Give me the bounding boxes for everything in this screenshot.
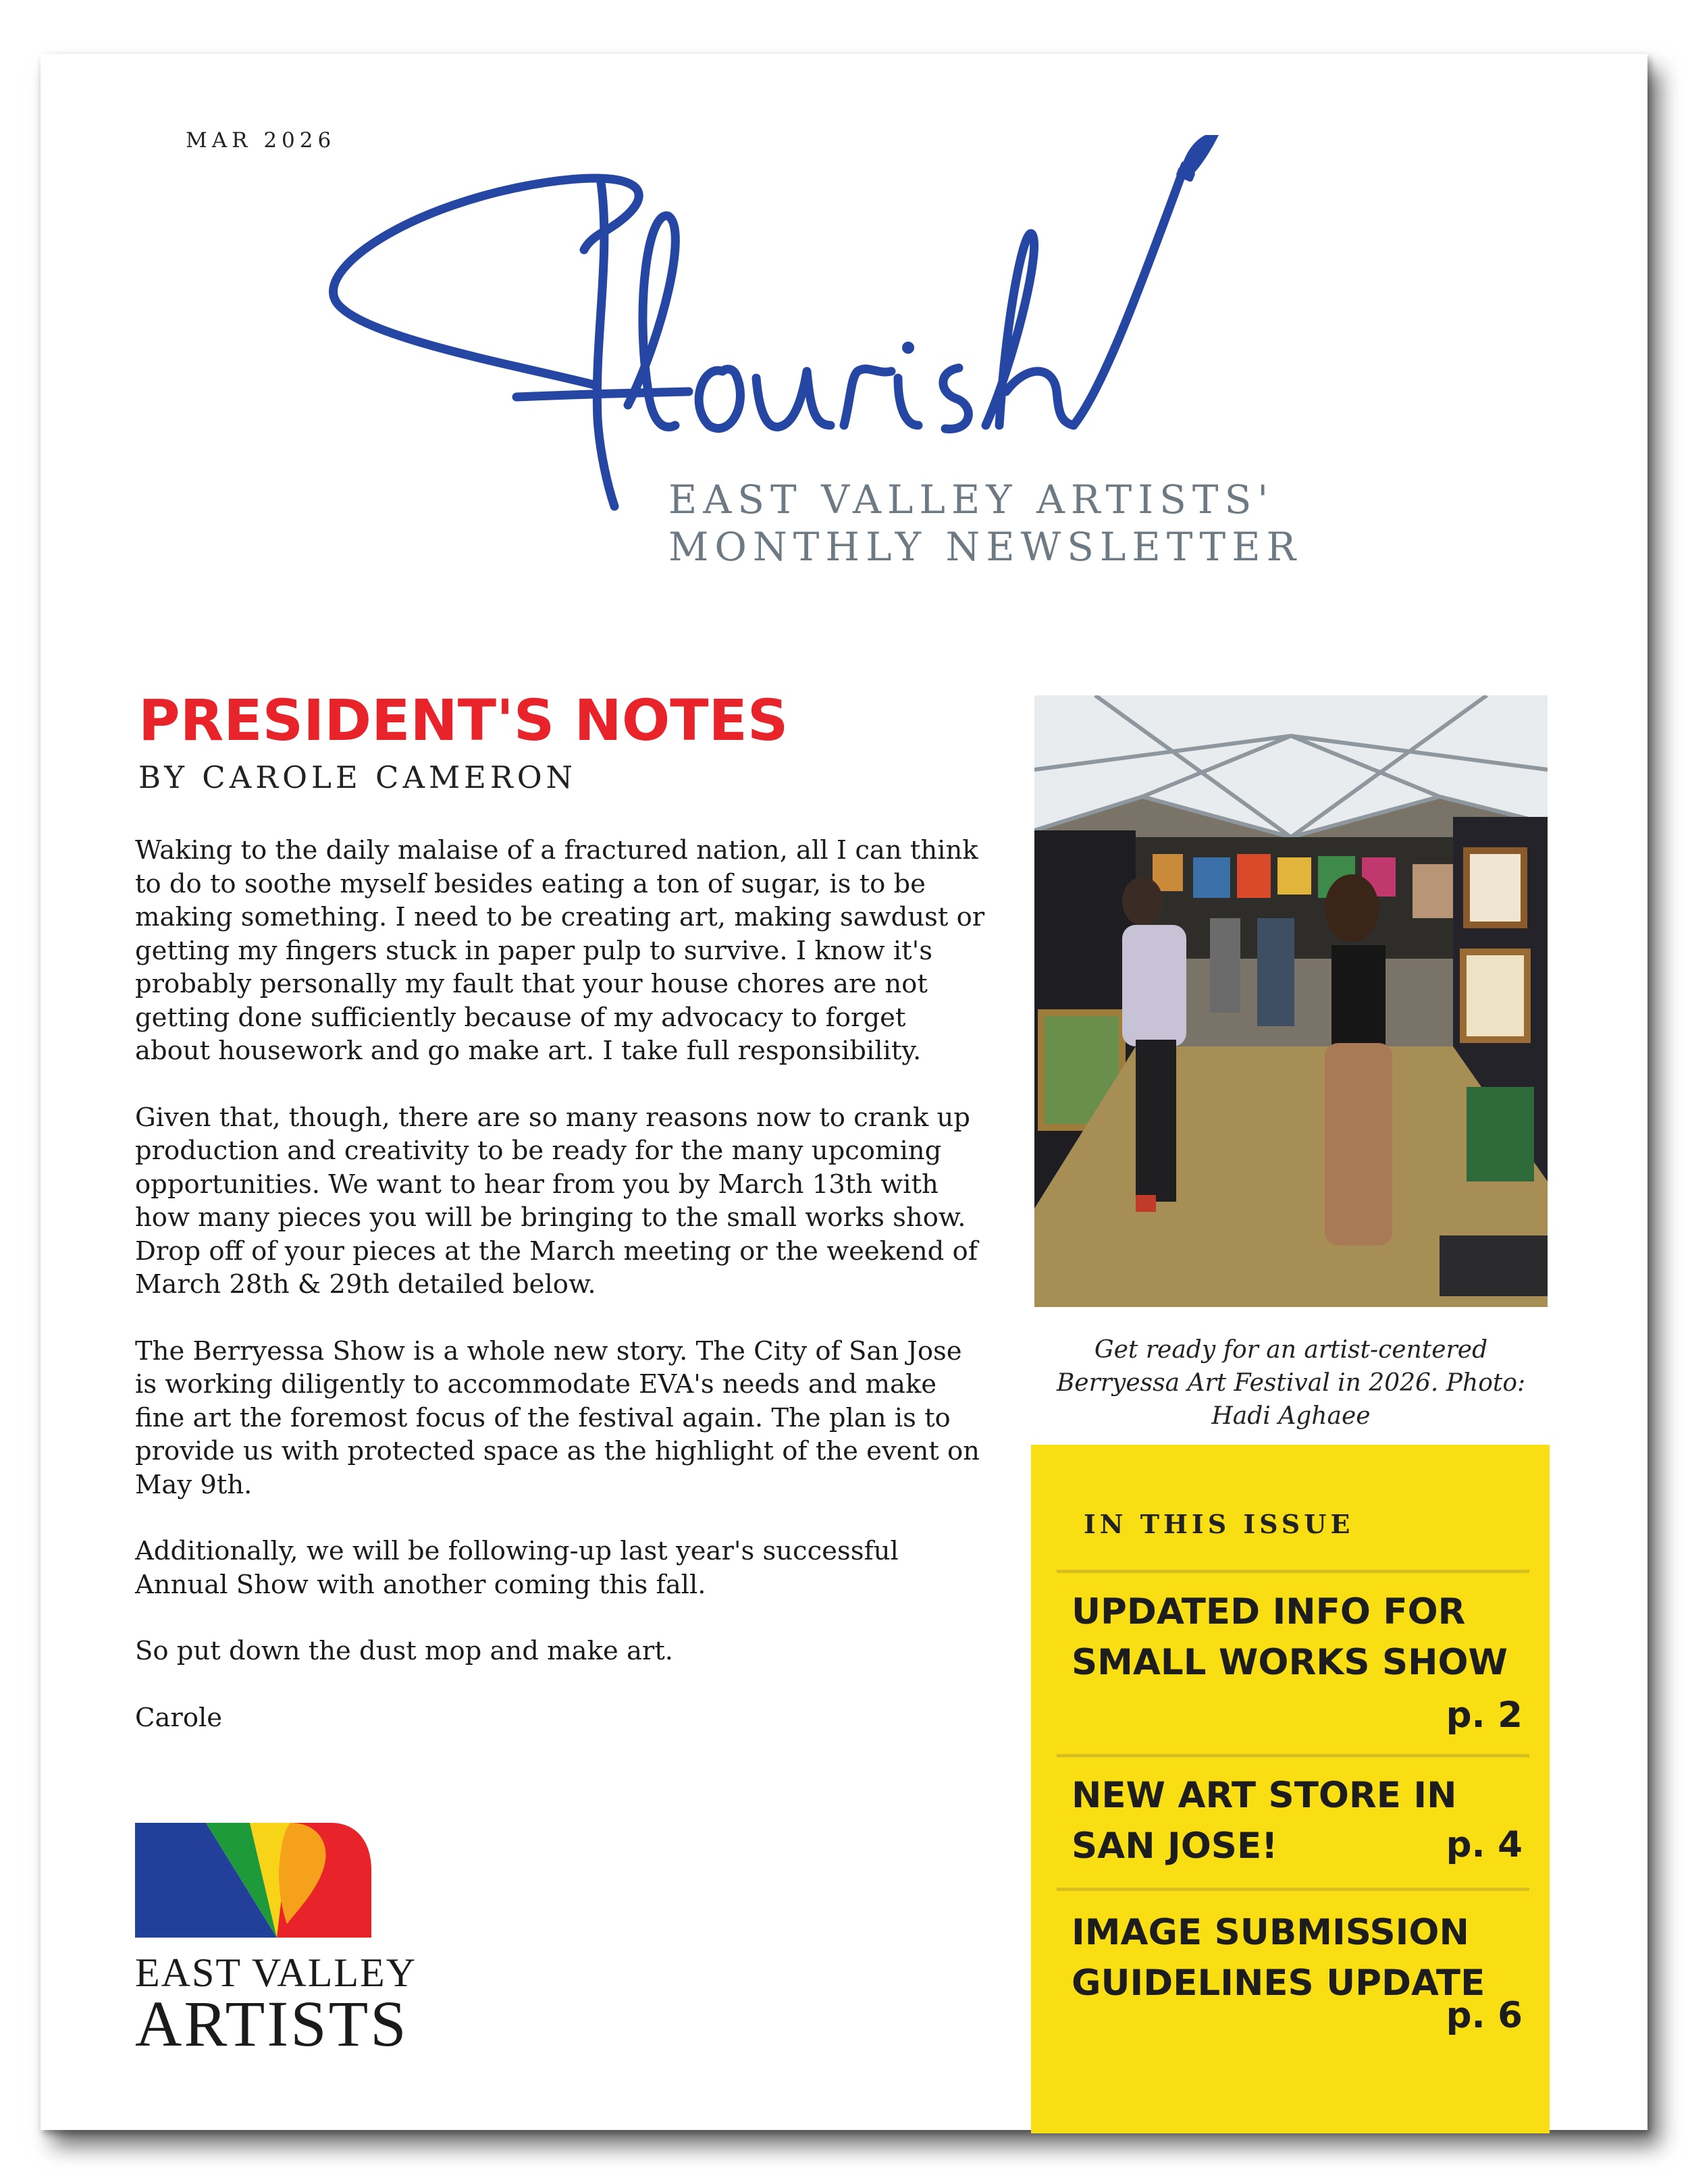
- toc-item-title: NEW ART STORE IN SAN JOSE!: [1072, 1775, 1457, 1867]
- article-byline: BY CAROLE CAMERON: [138, 760, 577, 795]
- subtitle-line-2: MONTHLY NEWSLETTER: [668, 524, 1302, 570]
- article-paragraph: The Berryessa Show is a whole new story. The City of San Jose is working diligently to accommodate EVA's needs and make fine art the foremost focus of the festival again. The plan is to provide us with protected space as the highlight of the event on May 9th.: [135, 1335, 980, 1500]
- divider: [1057, 1888, 1529, 1891]
- logo-wordmark-line-1: EAST VALLEY: [135, 1950, 417, 1995]
- article-signoff: Carole: [135, 1702, 223, 1733]
- toc-item-small-works[interactable]: [1072, 1587, 1517, 1688]
- article-paragraph: Given that, though, there are so many reasons now to crank up production and creativity to be ready for the many upcoming opportunities. We want to hear from you by March 13th with how many pieces you will be bringing to the small works show. Drop off of your pieces at the March meeting or the weekend of March 28th & 29th detailed below.: [135, 1102, 978, 1300]
- toc-item-image-guidelines[interactable]: [1072, 1907, 1517, 2008]
- article-paragraph: So put down the dust mop and make art.: [135, 1636, 674, 1666]
- article-title: PRESIDENT'S NOTES: [138, 687, 789, 753]
- in-this-issue-box: [1031, 1445, 1550, 2133]
- logo-wordmark-line-2: ARTISTS: [135, 1988, 408, 2060]
- masthead-subtitle: [668, 476, 1302, 570]
- east-valley-artists-logo: [135, 1816, 419, 1938]
- toc-item-title: UPDATED INFO FOR SMALL WORKS SHOW: [1072, 1591, 1508, 1683]
- article-paragraph: Additionally, we will be following-up last year's successful Annual Show with another coming this fall.: [135, 1536, 899, 1600]
- article-body: [135, 834, 986, 1767]
- toc-item-page: p. 6: [1446, 1995, 1523, 2036]
- photo-caption: Get ready for an artist-centered Berryessa Art Festival in 2026. Photo: Hadi Aghaee: [1056, 1336, 1526, 1430]
- subtitle-line-1: EAST VALLEY ARTISTS': [668, 477, 1275, 523]
- toc-item-page: p. 4: [1446, 1824, 1523, 1865]
- toc-item-page: p. 2: [1446, 1695, 1523, 1736]
- article-paragraph: Waking to the daily malaise of a fractured nation, all I can think to do to soothe myself besides eating a ton of sugar, is to be making something. I need to be creating art, making sawdust or getting my fingers stuck in paper pulp to survive. I know it's probably personally my fault that your house chores are not getting done sufficiently because of my advocacy to forget about housework and go make art. I take full responsibility.: [135, 835, 985, 1066]
- divider: [1057, 1754, 1529, 1757]
- in-this-issue-heading: IN THIS ISSUE: [1084, 1509, 1354, 1539]
- issue-date: MAR 2026: [186, 128, 336, 153]
- toc-item-title: IMAGE SUBMISSION GUIDELINES UPDATE: [1072, 1912, 1485, 2004]
- festival-photo: [1034, 695, 1548, 1307]
- divider: [1057, 1570, 1529, 1573]
